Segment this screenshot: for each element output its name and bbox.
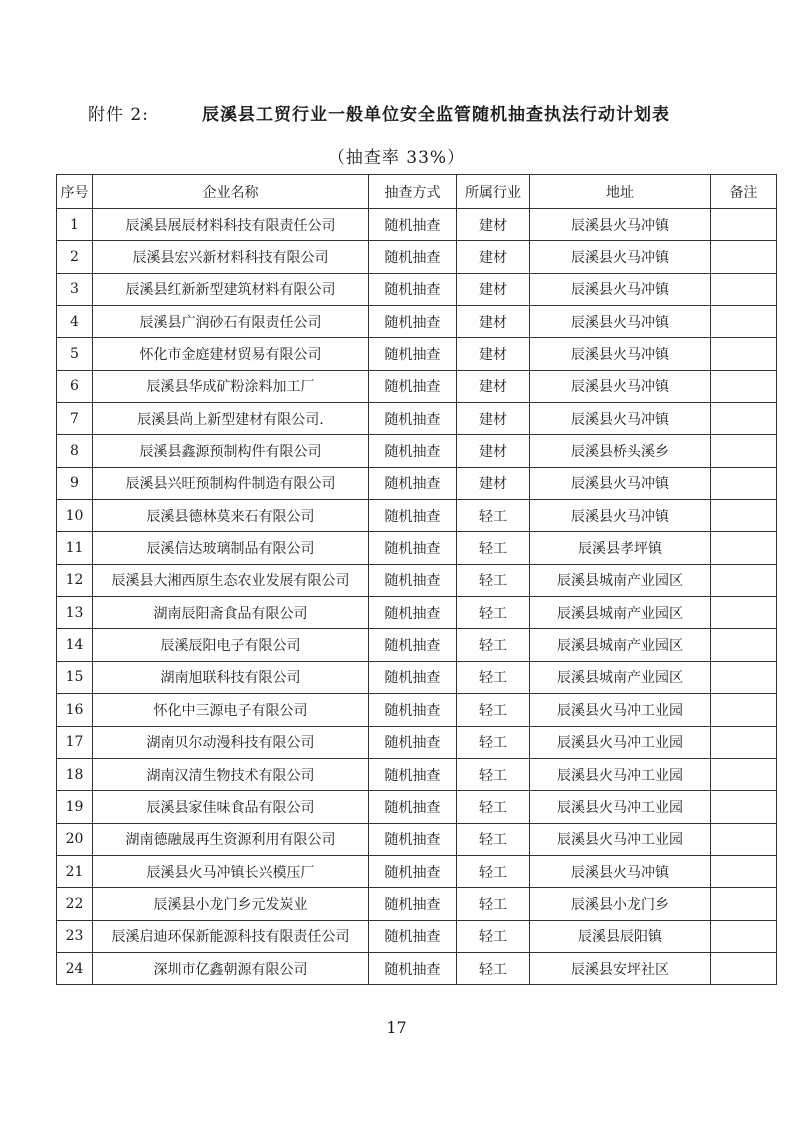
cell-industry: 轻工 [457, 532, 530, 564]
cell-note [711, 694, 777, 726]
cell-method: 随机抽查 [369, 209, 457, 241]
cell-industry: 轻工 [457, 888, 530, 920]
cell-note [711, 370, 777, 402]
cell-method: 随机抽查 [369, 597, 457, 629]
cell-industry: 轻工 [457, 855, 530, 887]
table-row [57, 952, 777, 984]
cell-industry: 轻工 [457, 920, 530, 952]
attachment-label: 附件 2: [88, 105, 149, 125]
cell-address: 辰溪县桥头溪乡 [530, 435, 711, 467]
cell-note [711, 597, 777, 629]
cell-note [711, 564, 777, 596]
cell-company-name: 湖南旭联科技有限公司 [93, 661, 369, 693]
cell-company-name: 辰溪县小龙门乡元发炭业 [93, 888, 369, 920]
cell-industry: 轻工 [457, 823, 530, 855]
cell-address: 辰溪县城南产业园区 [530, 661, 711, 693]
cell-method: 随机抽查 [369, 661, 457, 693]
cell-industry: 轻工 [457, 726, 530, 758]
cell-company-name: 辰溪县大湘西原生态农业发展有限公司 [93, 564, 369, 596]
cell-index: 6 [57, 370, 93, 402]
cell-method: 随机抽查 [369, 435, 457, 467]
cell-address: 辰溪县火马冲镇 [530, 306, 711, 338]
cell-address: 辰溪县火马冲工业园 [530, 694, 711, 726]
cell-method: 随机抽查 [369, 467, 457, 499]
cell-method: 随机抽查 [369, 952, 457, 984]
cell-address: 辰溪县城南产业园区 [530, 629, 711, 661]
cell-industry: 轻工 [457, 500, 530, 532]
cell-industry: 轻工 [457, 661, 530, 693]
cell-company-name: 辰溪信达玻璃制品有限公司 [93, 532, 369, 564]
cell-address: 辰溪县火马冲镇 [530, 467, 711, 499]
cell-address: 辰溪县火马冲工业园 [530, 791, 711, 823]
table-row [57, 855, 777, 887]
table-row [57, 564, 777, 596]
table-row [57, 888, 777, 920]
cell-address: 辰溪县火马冲镇 [530, 855, 711, 887]
cell-note [711, 888, 777, 920]
cell-index: 3 [57, 273, 93, 305]
cell-index: 7 [57, 403, 93, 435]
table-row [57, 370, 777, 402]
cell-industry: 建材 [457, 241, 530, 273]
cell-note [711, 952, 777, 984]
cell-industry: 轻工 [457, 758, 530, 790]
cell-method: 随机抽查 [369, 338, 457, 370]
cell-company-name: 湖南汉清生物技术有限公司 [93, 758, 369, 790]
table-row [57, 726, 777, 758]
cell-address: 辰溪县火马冲镇 [530, 500, 711, 532]
cell-company-name: 怀化中三源电子有限公司 [93, 694, 369, 726]
cell-index: 10 [57, 500, 93, 532]
cell-method: 随机抽查 [369, 726, 457, 758]
cell-method: 随机抽查 [369, 564, 457, 596]
table-row [57, 532, 777, 564]
cell-note [711, 241, 777, 273]
cell-address: 辰溪县火马冲镇 [530, 338, 711, 370]
cell-industry: 建材 [457, 435, 530, 467]
cell-company-name: 辰溪辰阳电子有限公司 [93, 629, 369, 661]
column-header-company: 企业名称 [93, 175, 369, 209]
cell-index: 8 [57, 435, 93, 467]
cell-company-name: 湖南辰阳斋食品有限公司 [93, 597, 369, 629]
cell-method: 随机抽查 [369, 758, 457, 790]
cell-note [711, 403, 777, 435]
cell-method: 随机抽查 [369, 403, 457, 435]
cell-note [711, 629, 777, 661]
cell-index: 1 [57, 209, 93, 241]
cell-address: 辰溪县火马冲镇 [530, 209, 711, 241]
cell-note [711, 338, 777, 370]
cell-index: 20 [57, 823, 93, 855]
cell-company-name: 辰溪县鑫源预制构件有限公司 [93, 435, 369, 467]
cell-note [711, 532, 777, 564]
table-row [57, 758, 777, 790]
cell-method: 随机抽查 [369, 370, 457, 402]
column-header-method: 抽查方式 [369, 175, 457, 209]
cell-company-name: 辰溪县火马冲镇长兴模压厂 [93, 855, 369, 887]
cell-index: 14 [57, 629, 93, 661]
table-header-row [57, 175, 777, 209]
cell-address: 辰溪县火马冲工业园 [530, 726, 711, 758]
cell-industry: 建材 [457, 403, 530, 435]
cell-industry: 建材 [457, 370, 530, 402]
cell-index: 23 [57, 920, 93, 952]
cell-company-name: 辰溪县华成矿粉涂料加工厂 [93, 370, 369, 402]
document-title: 辰溪县工贸行业一般单位安全监管随机抽查执法行动计划表 [202, 105, 670, 125]
cell-company-name: 辰溪县尚上新型建材有限公司. [93, 403, 369, 435]
cell-industry: 建材 [457, 467, 530, 499]
table-row [57, 920, 777, 952]
cell-index: 13 [57, 597, 93, 629]
cell-index: 5 [57, 338, 93, 370]
table-row [57, 273, 777, 305]
column-header-industry: 所属行业 [457, 175, 530, 209]
cell-note [711, 500, 777, 532]
inspection-plan-table [56, 174, 777, 985]
cell-method: 随机抽查 [369, 273, 457, 305]
cell-method: 随机抽查 [369, 306, 457, 338]
cell-company-name: 辰溪县展辰材料科技有限责任公司 [93, 209, 369, 241]
table-row [57, 306, 777, 338]
table-row [57, 823, 777, 855]
cell-note [711, 823, 777, 855]
table-row [57, 597, 777, 629]
table-row [57, 338, 777, 370]
cell-note [711, 855, 777, 887]
table-row [57, 791, 777, 823]
cell-company-name: 辰溪县家佳味食品有限公司 [93, 791, 369, 823]
cell-company-name: 辰溪县宏兴新材料科技有限公司 [93, 241, 369, 273]
cell-method: 随机抽查 [369, 500, 457, 532]
cell-company-name: 辰溪启迪环保新能源科技有限责任公司 [93, 920, 369, 952]
cell-index: 2 [57, 241, 93, 273]
cell-industry: 轻工 [457, 564, 530, 596]
cell-method: 随机抽查 [369, 532, 457, 564]
cell-industry: 轻工 [457, 952, 530, 984]
cell-address: 辰溪县火马冲工业园 [530, 758, 711, 790]
table-row [57, 694, 777, 726]
cell-note [711, 791, 777, 823]
cell-method: 随机抽查 [369, 920, 457, 952]
cell-address: 辰溪县火马冲镇 [530, 273, 711, 305]
cell-company-name: 辰溪县德林莫来石有限公司 [93, 500, 369, 532]
cell-method: 随机抽查 [369, 823, 457, 855]
cell-index: 19 [57, 791, 93, 823]
cell-company-name: 怀化市金庭建材贸易有限公司 [93, 338, 369, 370]
column-header-address: 地址 [530, 175, 711, 209]
table-row [57, 435, 777, 467]
table-row [57, 209, 777, 241]
table-row [57, 661, 777, 693]
cell-method: 随机抽查 [369, 694, 457, 726]
cell-note [711, 435, 777, 467]
cell-address: 辰溪县城南产业园区 [530, 564, 711, 596]
table-row [57, 629, 777, 661]
cell-address: 辰溪县城南产业园区 [530, 597, 711, 629]
cell-method: 随机抽查 [369, 791, 457, 823]
cell-industry: 建材 [457, 338, 530, 370]
cell-note [711, 758, 777, 790]
cell-note [711, 920, 777, 952]
cell-address: 辰溪县火马冲镇 [530, 403, 711, 435]
cell-note [711, 467, 777, 499]
cell-address: 辰溪县火马冲镇 [530, 370, 711, 402]
column-header-index: 序号 [57, 175, 93, 209]
cell-industry: 轻工 [457, 629, 530, 661]
cell-method: 随机抽查 [369, 855, 457, 887]
cell-company-name: 湖南贝尔动漫科技有限公司 [93, 726, 369, 758]
cell-industry: 轻工 [457, 597, 530, 629]
cell-index: 21 [57, 855, 93, 887]
cell-method: 随机抽查 [369, 888, 457, 920]
cell-company-name: 辰溪县兴旺预制构件制造有限公司 [93, 467, 369, 499]
table-row [57, 467, 777, 499]
cell-index: 22 [57, 888, 93, 920]
cell-index: 11 [57, 532, 93, 564]
cell-index: 16 [57, 694, 93, 726]
cell-company-name: 辰溪县广润砂石有限责任公司 [93, 306, 369, 338]
cell-industry: 轻工 [457, 791, 530, 823]
cell-industry: 轻工 [457, 694, 530, 726]
cell-address: 辰溪县辰阳镇 [530, 920, 711, 952]
cell-method: 随机抽查 [369, 241, 457, 273]
cell-address: 辰溪县小龙门乡 [530, 888, 711, 920]
cell-industry: 建材 [457, 209, 530, 241]
cell-address: 辰溪县火马冲工业园 [530, 823, 711, 855]
cell-note [711, 273, 777, 305]
cell-index: 12 [57, 564, 93, 596]
cell-index: 9 [57, 467, 93, 499]
cell-company-name: 湖南德融晟再生资源利用有限公司 [93, 823, 369, 855]
cell-note [711, 726, 777, 758]
cell-index: 17 [57, 726, 93, 758]
cell-note [711, 306, 777, 338]
table-body [57, 209, 777, 985]
table-row [57, 403, 777, 435]
table-row [57, 241, 777, 273]
sampling-rate-subtitle: （抽查率 33%） [327, 148, 466, 168]
cell-method: 随机抽查 [369, 629, 457, 661]
cell-index: 15 [57, 661, 93, 693]
cell-address: 辰溪县火马冲镇 [530, 241, 711, 273]
cell-company-name: 辰溪县红新新型建筑材料有限公司 [93, 273, 369, 305]
table-row [57, 500, 777, 532]
cell-index: 24 [57, 952, 93, 984]
cell-note [711, 661, 777, 693]
page-number: 17 [386, 1018, 407, 1037]
cell-note [711, 209, 777, 241]
column-header-note: 备注 [711, 175, 777, 209]
cell-company-name: 深圳市亿鑫朝源有限公司 [93, 952, 369, 984]
cell-address: 辰溪县孝坪镇 [530, 532, 711, 564]
cell-address: 辰溪县安坪社区 [530, 952, 711, 984]
cell-index: 18 [57, 758, 93, 790]
cell-industry: 建材 [457, 306, 530, 338]
cell-industry: 建材 [457, 273, 530, 305]
cell-index: 4 [57, 306, 93, 338]
